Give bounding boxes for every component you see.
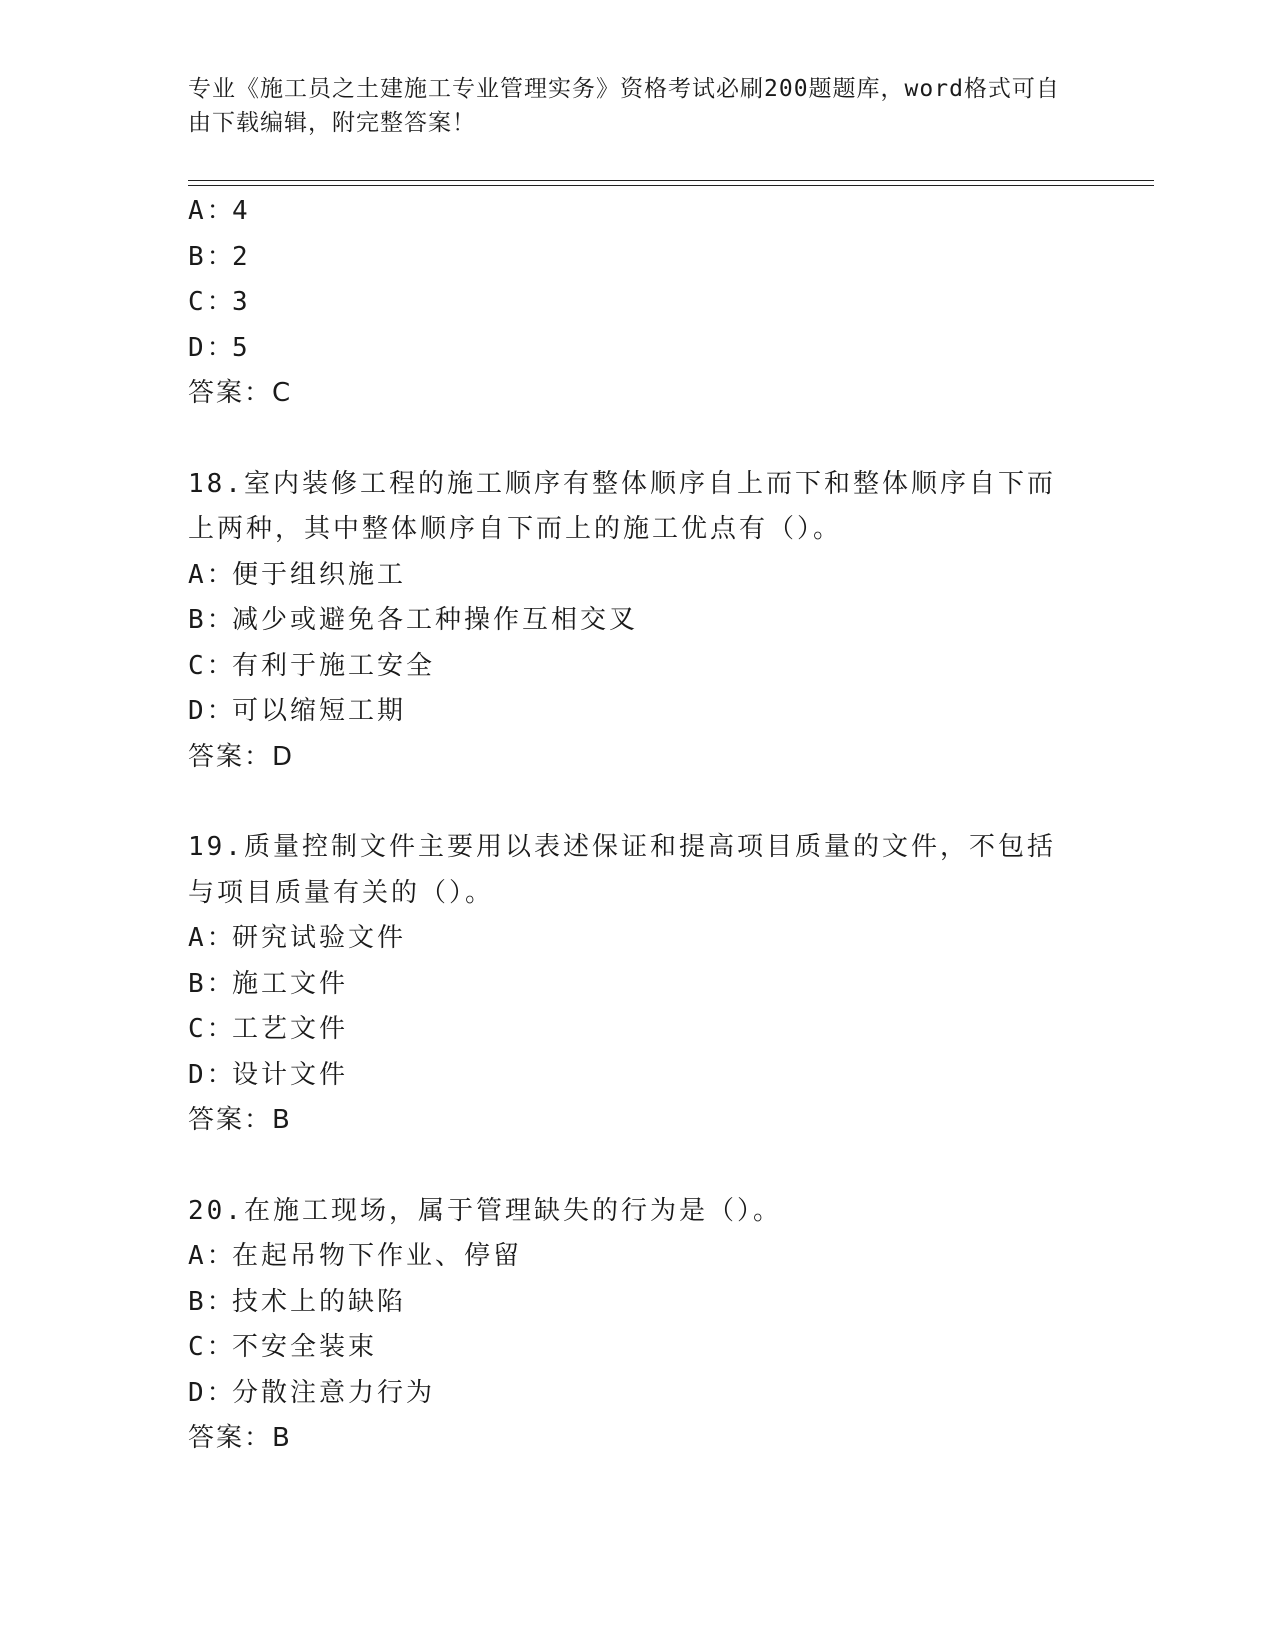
option-c — [188, 1325, 1148, 1371]
option-text: 施工文件 — [232, 968, 349, 999]
option-a — [188, 189, 1148, 235]
option-d — [188, 689, 1148, 735]
option-label: C： — [188, 287, 236, 317]
option-text: 2 — [232, 241, 251, 272]
option-label: A： — [188, 559, 236, 590]
option-text: 设计文件 — [232, 1059, 349, 1090]
question-stem: 20.在施工现场，属于管理缺失的行为是（）。 — [188, 1195, 782, 1226]
answer-line: 答案：B — [188, 1423, 292, 1453]
option-c — [188, 280, 1148, 326]
option-label: A： — [188, 196, 236, 226]
option-label: B： — [188, 605, 236, 635]
option-d — [188, 1053, 1148, 1099]
option-text: 技术上的缺陷 — [232, 1286, 407, 1317]
question-block-19 — [188, 825, 1148, 1144]
option-b — [188, 235, 1148, 281]
option-text: 4 — [232, 196, 251, 226]
option-text: 分散注意力行为 — [232, 1377, 436, 1408]
header-divider — [188, 180, 1154, 186]
option-text: 不安全装束 — [232, 1332, 378, 1362]
option-a — [188, 916, 1148, 962]
option-label: C： — [188, 1332, 236, 1362]
option-label: C： — [188, 650, 236, 681]
option-b — [188, 1280, 1148, 1326]
option-text: 在起吊物下作业、停留 — [232, 1241, 523, 1271]
option-label: D： — [188, 1377, 236, 1408]
option-label: D： — [188, 696, 236, 726]
option-label: C： — [188, 1014, 236, 1044]
option-label: B： — [188, 968, 236, 999]
option-a — [188, 553, 1148, 599]
option-c — [188, 644, 1148, 690]
answer-line: 答案：B — [188, 1105, 292, 1135]
option-text: 3 — [232, 287, 251, 317]
question-list — [188, 189, 1148, 1462]
option-text: 可以缩短工期 — [232, 696, 407, 726]
document-header: 专业《施工员之土建施工专业管理实务》资格考试必刷200题题库，word格式可自由下载编辑，附完整答案！ — [188, 76, 1060, 136]
option-label: B： — [188, 241, 236, 272]
option-a — [188, 1234, 1148, 1280]
answer-line: 答案：D — [188, 741, 295, 772]
question-block-20 — [188, 1189, 1148, 1462]
option-text: 有利于施工安全 — [232, 650, 436, 681]
option-label: D： — [188, 1059, 236, 1090]
question-stem: 19.质量控制文件主要用以表述保证和提高项目质量的文件，不包括与项目质量有关的（）。 — [188, 832, 1056, 908]
option-text: 便于组织施工 — [232, 559, 407, 590]
option-b — [188, 962, 1148, 1008]
question-block-17 — [188, 189, 1148, 417]
option-text: 5 — [232, 332, 251, 363]
question-block-18 — [188, 462, 1148, 781]
option-text: 工艺文件 — [232, 1014, 349, 1044]
option-b — [188, 598, 1148, 644]
option-label: A： — [188, 1241, 236, 1271]
option-label: A： — [188, 923, 236, 953]
option-d — [188, 1371, 1148, 1417]
option-label: D： — [188, 332, 236, 363]
question-stem: 18.室内装修工程的施工顺序有整体顺序自上而下和整体顺序自下而上两种，其中整体顺序自下而上的施工优点有（）。 — [188, 468, 1056, 544]
option-d — [188, 326, 1148, 372]
option-text: 减少或避免各工种操作互相交叉 — [232, 605, 639, 635]
option-label: B： — [188, 1286, 236, 1317]
answer-line: 答案：C — [188, 378, 293, 408]
option-text: 研究试验文件 — [232, 923, 407, 953]
option-c — [188, 1007, 1148, 1053]
